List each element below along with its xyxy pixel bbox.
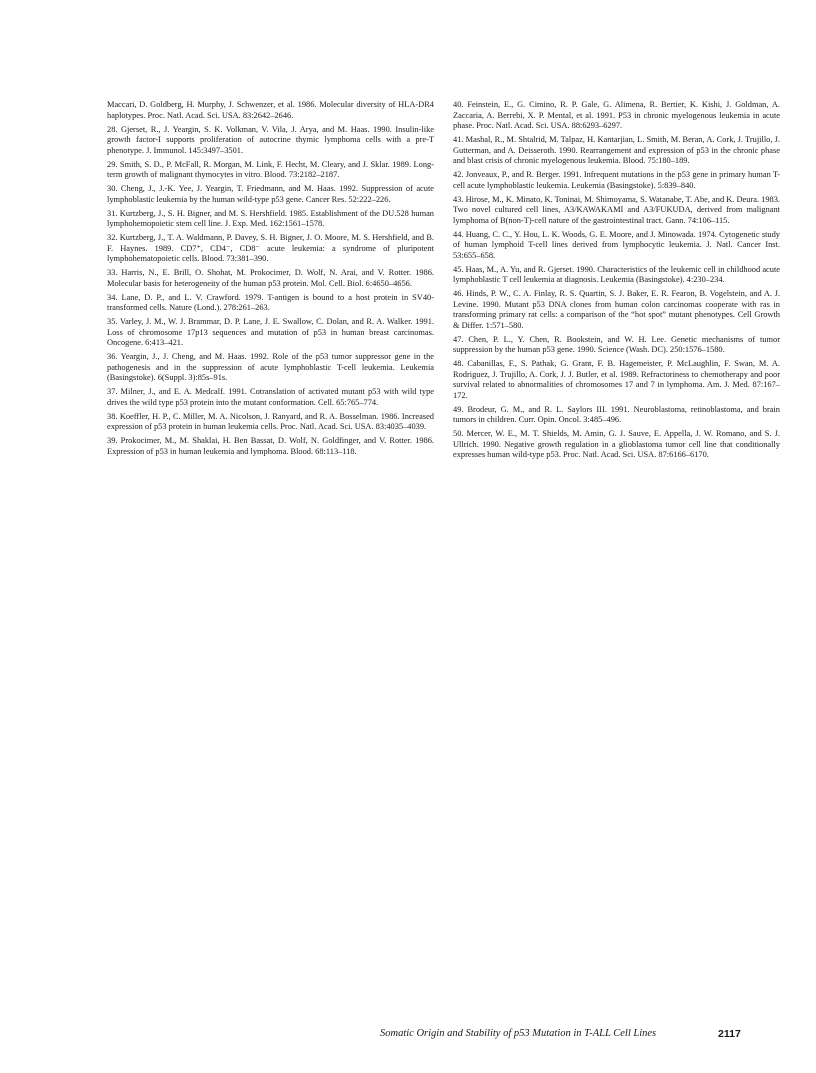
- reference-item: 42. Jonveaux, P., and R. Berger. 1991. Infrequent mutations in the p53 gene in primary human T-cell acute lymphoblastic leukemia. Leukemia (Basingstoke). 5:839–840.: [453, 170, 780, 190]
- reference-item: 37. Milner, J., and E. A. Medcalf. 1991. Cotranslation of activated mutant p53 with wild type drives the wild type p53 protein into the mutant conformation. Cell. 65:765–774.: [107, 387, 434, 407]
- right-reference-column: [453, 100, 780, 464]
- running-footer-title: Somatic Origin and Stability of p53 Mutation in T-ALL Cell Lines: [380, 1028, 657, 1039]
- reference-item: 39. Prokocimer, M., M. Shaklai, H. Ben Bassat, D. Wolf, N. Goldfinger, and V. Rotter. 1986. Expression of p53 in human leukemia and lymphoma. Blood. 68:113–118.: [107, 436, 434, 456]
- page-number: 2117: [718, 1028, 741, 1040]
- reference-item: 47. Chen, P. L., Y. Chen, R. Bookstein, and W. H. Lee. Genetic mechanisms of tumor suppression by the human p53 gene. 1990. Science (Wash. DC). 250:1576–1580.: [453, 334, 780, 354]
- reference-item: 40. Feinstein, E., G. Cimino, R. P. Gale, G. Alimena, R. Bertier, K. Kishi, J. Goldman, A. Zaccaria, A. Berrebi, X. P. Mental, et al. 1991. P53 in chronic myelogenous leukemia in acute phase. Proc. Natl. Acad. Sci. USA. 88:6293–6297.: [453, 100, 780, 130]
- reference-item: 35. Varley, J. M., W. J. Brammar, D. P. Lane, J. E. Swallow, C. Dolan, and R. A. Walker. 1991. Loss of chromosome 17p13 sequences and mutation of p53 in human breast carcinomas. Oncogene. 6:413–421.: [107, 317, 434, 347]
- reference-item: 48. Cabanillas, F., S. Pathak, G. Grant, F. B. Hagemeister, P. McLaughlin, F. Swan, M. A. Rodriguez, J. Trujillo, A. Cork, J. J. Butler, et al. 1989. Refractoriness to chemotherapy and poor survival related to abnormalities of chromosomes 17 and 7 in lymphoma. Am. J. Med. 87:167–172.: [453, 359, 780, 400]
- reference-item: 29. Smith, S. D., P. McFall, R. Morgan, M. Link, F. Hecht, M. Cleary, and J. Sklar. 1989. Long-term growth of malignant thymocytes in vitro. Blood. 73:2182–2187.: [107, 159, 434, 179]
- reference-item: 50. Mercer, W. E., M. T. Shields, M. Amin, G. J. Sauve, E. Appella, J. W. Romano, and S. J. Ullrich. 1990. Negative growth regulation in a glioblastoma tumor cell line that conditionally expresses human wild-type p53. Proc. Natl. Acad. Sci. USA. 87:6166–6170.: [453, 429, 780, 459]
- reference-item: 30. Cheng, J., J.-K. Yee, J. Yeargin, T. Friedmann, and M. Haas. 1992. Suppression of acute lymphoblastic leukemia by the human wild-type p53 gene. Cancer Res. 52:222–226.: [107, 184, 434, 204]
- reference-item: 44. Huang, C. C., Y. Hou, L. K. Woods, G. E. Moore, and J. Minowada. 1974. Cytogenetic study of human lymphoid T-cell lines derived from lymphocytic leukemia. J. Natl. Cancer Inst. 53:655–658.: [453, 229, 780, 260]
- reference-item: 33. Harris, N., E. Brill, O. Shohat, M. Prokocimer, D. Wolf, N. Arai, and V. Rotter. 1986. Molecular basis for heterogeneity of the human p53 protein. Mol. Cell. Biol. 6:4650–4656.: [107, 268, 434, 288]
- reference-item: 45. Haas, M., A. Yu, and R. Gjerset. 1990. Characteristics of the leukemic cell in childhood acute lymphoblastic T cell leukemia at diagnosis. Leukemia (Basingstoke). 4:230–234.: [453, 264, 780, 284]
- reference-item: 41. Mashal, R., M. Shtalrid, M. Talpaz, H. Kantarjian, L. Smith, M. Beran, A. Cork, J. Trujillo, J. Gutterman, and A. Deisseroth. 1990. Rearrangement and expression of p53 in the chronic phase and blast crisis of chronic myelogenous leukemia. Blood. 75:180–189.: [453, 135, 780, 165]
- reference-item: Maccari, D. Goldberg, H. Murphy, J. Schwenzer, et al. 1986. Molecular diversity of HLA-DR4 haplotypes. Proc. Natl. Acad. Sci. USA. 83:2642–2646.: [107, 100, 434, 120]
- left-reference-column: [107, 100, 434, 461]
- reference-item: 46. Hinds, P. W., C. A. Finlay, R. S. Quartin, S. J. Baker, E. R. Fearon, B. Vogelstein, and A. J. Levine. 1990. Mutant p53 DNA clones from human colon carcinomas cooperate with ras in transforming primary rat cells: a comparison of the “hot spot” mutant phenotypes. Cell Growth & Differ. 1:571–580.: [453, 289, 780, 330]
- reference-item: 38. Koeffler, H. P., C. Miller, M. A. Nicolson, J. Ranyard, and R. A. Bosselman. 1986. Increased expression of p53 protein in human leukemia cells. Proc. Natl. Acad. Sci. USA. 83:4035–4039.: [107, 411, 434, 431]
- reference-item: 43. Hirose, M., K. Minato, K. Toninai, M. Shimoyama, S. Watanabe, T. Abe, and K. Deura. 1983. Two novel cultured cell lines, A3/KAWAKAMI and A3/FUKUDA, derived from malignant lymphoma of B(non-T)-cell nature of the gastrointestinal tract. Gann. 74:106–115.: [453, 194, 780, 225]
- reference-item: 32. Kurtzberg, J., T. A. Waldmann, P. Davey, S. H. Bigner, J. O. Moore, M. S. Hershfield, and B. F. Haynes. 1989. CD7⁺, CD4⁻, CD8⁻ acute leukemia: a syndrome of pluripotent lymphohematopoietic cells. Blood. 73:381–390.: [107, 233, 434, 263]
- reference-item: 31. Kurtzberg, J., S. H. Bigner, and M. S. Hershfield. 1985. Establishment of the DU.528 human lymphohemopoietic stem cell line. J. Exp. Med. 162:1561–1578.: [107, 208, 434, 228]
- reference-item: 49. Brodeur, G. M., and R. L. Saylors III. 1991. Neuroblastoma, retinoblastoma, and brain tumors in children. Curr. Opin. Oncol. 3:485–496.: [453, 404, 780, 424]
- reference-item: 36. Yeargin, J., J. Cheng, and M. Haas. 1992. Role of the p53 tumor suppressor gene in the pathogenesis and in the suppression of acute lymphoblastic T-cell leukemia. Leukemia (Basingstoke). 6(Suppl. 3):85s–91s.: [107, 352, 434, 382]
- reference-item: 28. Gjerset, R., J. Yeargin, S. K. Volkman, V. Vila, J. Arya, and M. Haas. 1990. Insulin-like growth factor-I supports proliferation of autocrine thymic lymphoma cells with a pre-T phenotype. J. Immunol. 145:3497–3501.: [107, 124, 434, 155]
- reference-item: 34. Lane, D. P., and L. V. Crawford. 1979. T-antigen is bound to a host protein in SV40-transformed cells. Nature (Lond.). 278:261–263.: [107, 292, 434, 312]
